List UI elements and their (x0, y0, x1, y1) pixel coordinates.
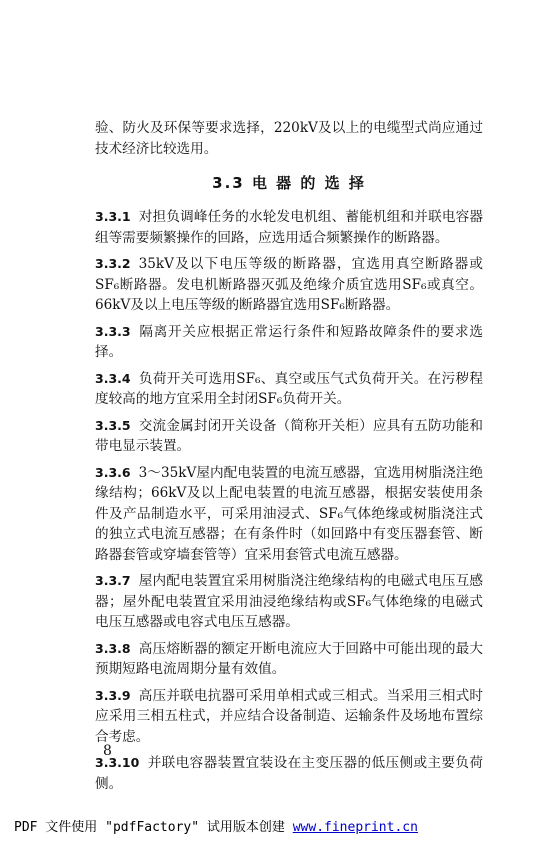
pdf-footer (14, 816, 418, 835)
clause-number: 3.3.1 (95, 209, 131, 224)
footer-link[interactable]: www.fineprint.cn (292, 820, 418, 835)
clause-3-3-4 (95, 369, 483, 410)
clause-number: 3.3.4 (95, 370, 131, 386)
clause-text: 35kV及以下电压等级的断路器，宜选用真空断路器或SF₆断路器。发电机断路器灭弧及绝缘介质宜选用SF₆或真空。66kV及以上电压等级的断路器宜选用SF₆断路器。 (95, 256, 483, 313)
clause-3-3-8 (95, 639, 483, 680)
clause-number: 3.3.3 (95, 323, 131, 339)
clause-text: 交流金属封闭开关设备（简称开关柜）应具有五防功能和带电显示装置。 (95, 417, 483, 454)
clause-3-3-9 (95, 686, 483, 748)
clause-number: 3.3.6 (95, 464, 131, 480)
intro-paragraph: 验、防火及环保等要求选择，220kV及以上的电缆型式尚应通过技术经济比较选用。 (95, 120, 483, 157)
clause-text: 对担负调峰任务的水轮发电机组、蓄能机组和并联电容器组等需要频繁操作的回路，应选用适合频繁操作的断路器。 (95, 209, 483, 246)
clause-3-3-6 (95, 463, 483, 566)
footer-text: PDF 文件使用 "pdfFactory" 试用版本创建 (14, 820, 293, 835)
clause-number: 3.3.10 (95, 755, 140, 770)
clause-text: 3～35kV屋内配电装置的电流互感器，宜选用树脂浇注绝缘结构；66kV及以上配电装置的电流互感器，根据安装使用条件及产品制造水平，可采用油浸式、SF₆气体绝缘或树脂浇注式的独立式电流互感器；在有条件时（如回路中有变压器套管、断路器套管或穿墙套管等）宜采用套管式电流互感器。 (95, 464, 483, 563)
clause-number: 3.3.9 (95, 687, 131, 703)
clause-text: 隔离开关应根据正常运行条件和短路故障条件的要求选择。 (95, 323, 483, 360)
clause-3-3-10 (95, 753, 483, 794)
clause-3-3-5 (95, 416, 483, 457)
clause-number: 3.3.2 (95, 256, 131, 271)
clause-text: 高压并联电抗器可采用单相式或三相式。当采用三相式时应采用三相五柱式，并应结合设备制造、运输条件及场地布置综合考虑。 (95, 687, 483, 745)
clause-number: 3.3.5 (95, 417, 131, 433)
page-number: 8 (103, 743, 112, 759)
clause-text: 高压熔断器的额定开断电流应大于回路中可能出现的最大预期短路电流周期分量有效值。 (95, 640, 483, 677)
clause-text: 负荷开关可选用SF₆、真空或压气式负荷开关。在污秽程度较高的地方宜采用全封闭SF₆负荷开关。 (95, 370, 483, 407)
clause-3-3-2 (95, 254, 483, 316)
clause-3-3-3 (95, 322, 483, 363)
page-content (95, 118, 483, 800)
clause-text: 屋内配电装置宜采用树脂浇注绝缘结构的电磁式电压互感器；屋外配电装置宜采用油浸绝缘结构或SF₆气体绝缘的电磁式电压互感器或电容式电压互感器。 (95, 573, 483, 630)
clause-number: 3.3.7 (95, 573, 131, 588)
section-title: 3.3 电 器 的 选 择 (212, 174, 366, 192)
clause-text: 并联电容器装置宜装设在主变压器的低压侧或主要负荷侧。 (95, 755, 483, 792)
clause-3-3-7 (95, 571, 483, 633)
clause-number: 3.3.8 (95, 640, 131, 656)
clause-3-3-1 (95, 207, 483, 248)
